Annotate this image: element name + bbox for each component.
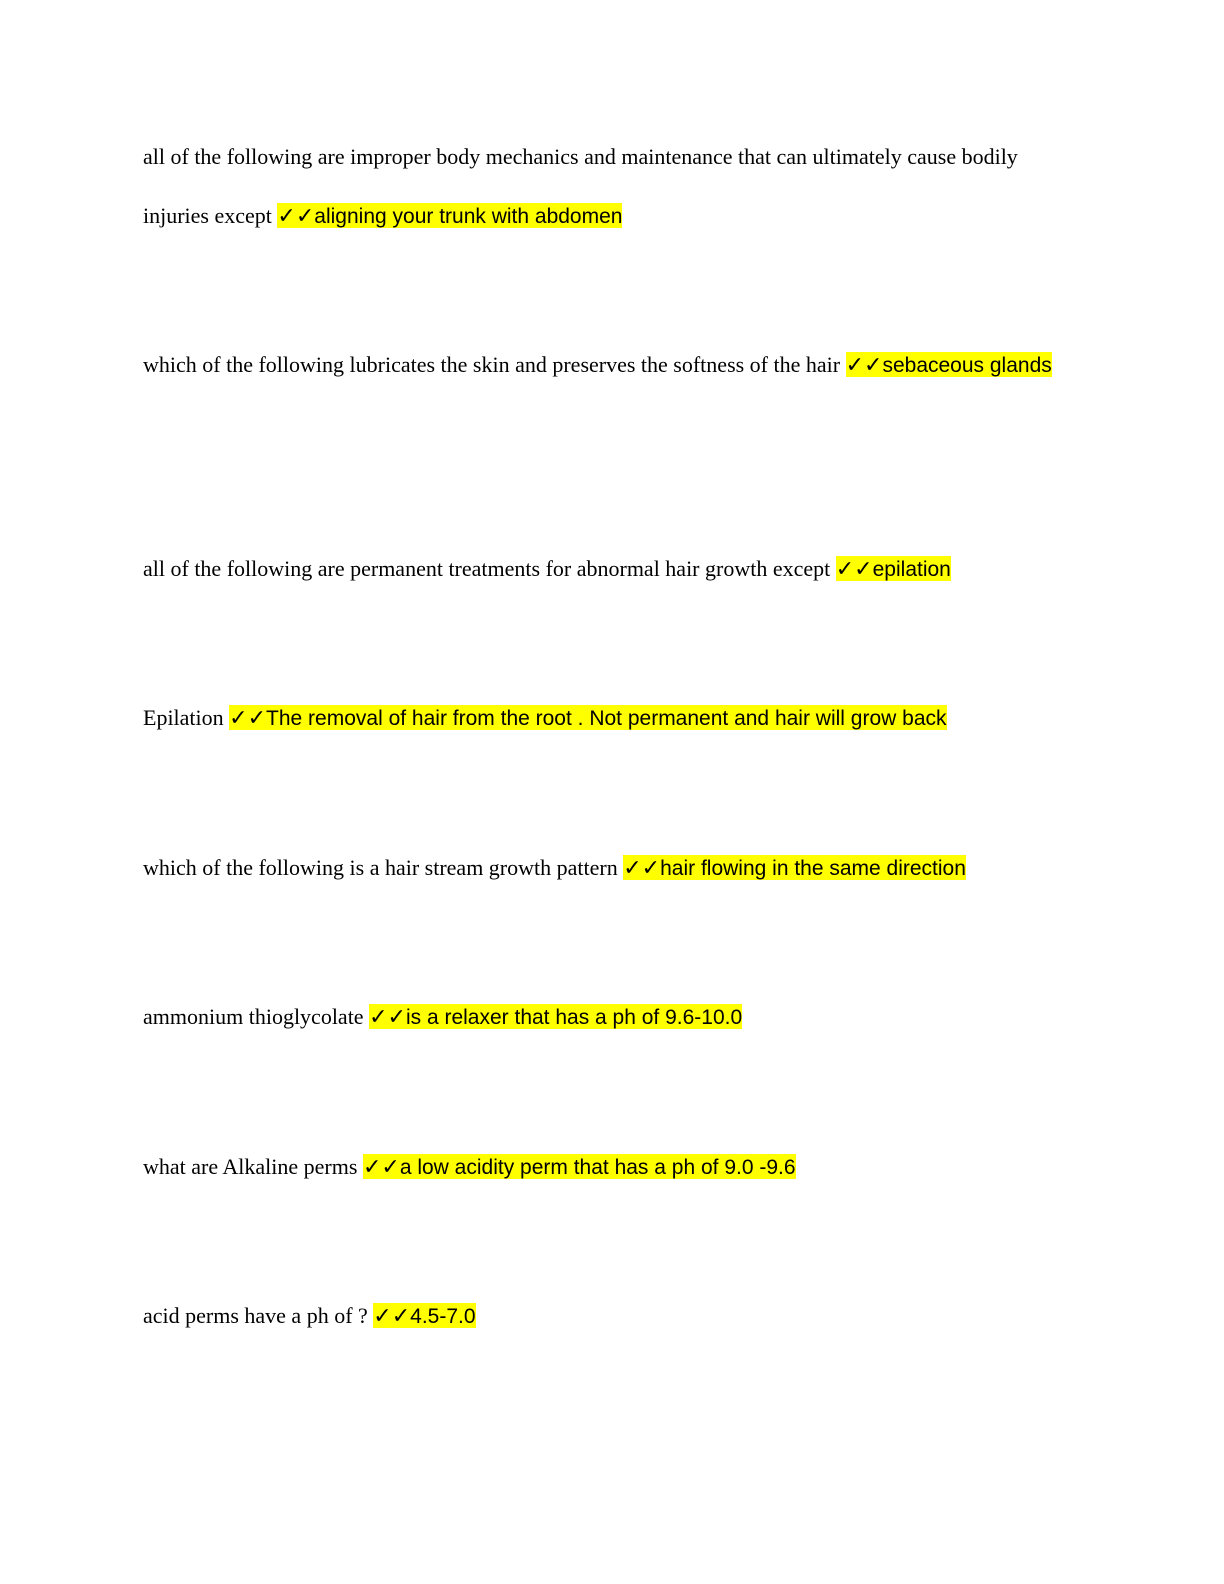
answer-text: aligning your trunk with abdomen — [314, 205, 623, 228]
question-text: ammonium thioglycolate — [143, 1004, 364, 1029]
qa-item — [143, 127, 1063, 246]
answer-highlight — [373, 1303, 475, 1328]
qa-item — [143, 838, 1063, 898]
question-text: all of the following are improper body mechanics and maintenance that can ultimately cause bodily injuries except — [143, 144, 1018, 228]
check-icon: ✓✓ — [277, 204, 315, 229]
question-text: Epilation — [143, 705, 224, 730]
check-icon: ✓✓ — [835, 557, 873, 582]
qa-item — [143, 1286, 1063, 1346]
answer-highlight — [363, 1154, 796, 1179]
question-text: all of the following are permanent treatments for abnormal hair growth except — [143, 556, 831, 581]
check-icon: ✓✓ — [623, 856, 661, 881]
check-icon: ✓✓ — [362, 1155, 400, 1180]
qa-item — [143, 688, 1063, 748]
qa-item — [143, 987, 1063, 1047]
answer-text: a low acidity perm that has a ph of 9.0 -9.6 — [399, 1156, 796, 1179]
answer-highlight — [836, 556, 951, 581]
qa-item — [143, 1137, 1063, 1197]
answer-text: sebaceous glands — [882, 354, 1052, 377]
answer-highlight — [623, 855, 966, 880]
qa-item — [143, 539, 1063, 599]
check-icon: ✓✓ — [369, 1005, 406, 1030]
check-icon: ✓✓ — [373, 1304, 411, 1329]
question-text: acid perms have a ph of ? — [143, 1303, 368, 1328]
check-icon: ✓✓ — [845, 353, 883, 378]
answer-highlight — [229, 705, 946, 730]
answer-text: 4.5-7.0 — [410, 1305, 476, 1328]
answer-highlight — [277, 203, 622, 228]
question-text: which of the following lubricates the skin and preserves the softness of the hair — [143, 352, 841, 377]
answer-text: The removal of hair from the root . Not permanent and hair will grow back — [266, 707, 947, 730]
question-text: what are Alkaline perms — [143, 1154, 358, 1179]
answer-highlight — [369, 1004, 742, 1029]
answer-text: hair flowing in the same direction — [660, 857, 966, 880]
answer-text: is a relaxer that has a ph of 9.6-10.0 — [405, 1006, 743, 1029]
answer-highlight — [846, 352, 1052, 377]
check-icon: ✓✓ — [229, 706, 267, 731]
qa-item — [143, 335, 1063, 395]
answer-text: epilation — [872, 558, 951, 581]
question-text: which of the following is a hair stream growth pattern — [143, 855, 618, 880]
